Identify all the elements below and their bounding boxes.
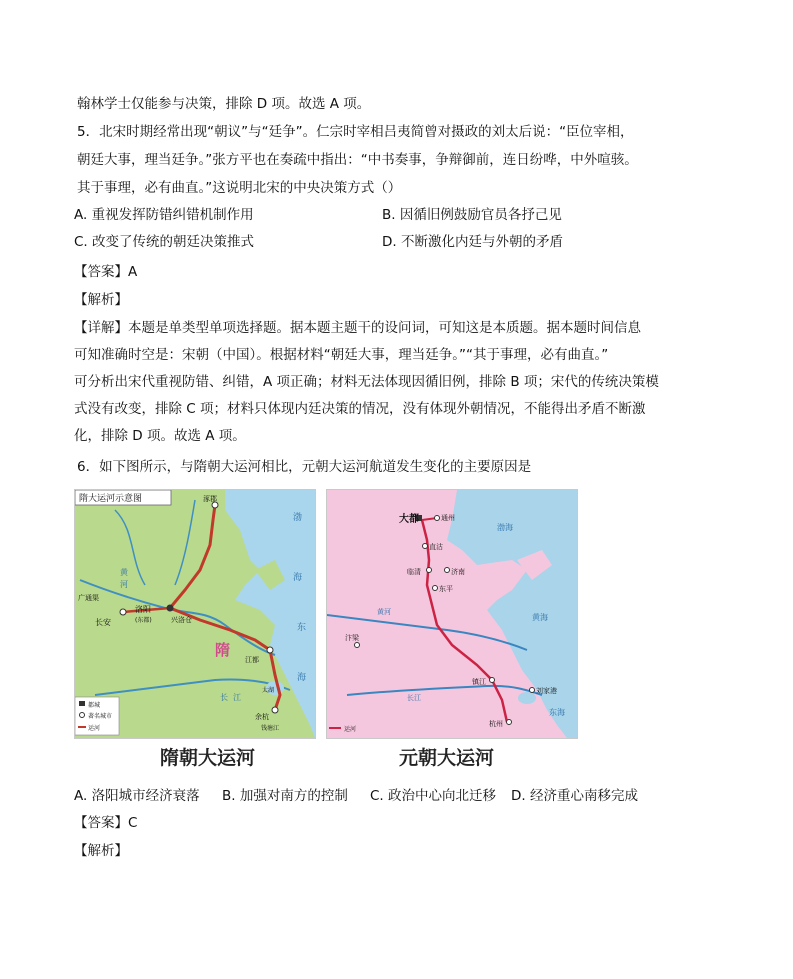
label-donghai: 东海 xyxy=(549,708,565,717)
sui-canal-map xyxy=(74,489,316,739)
label-hai-2: 海 xyxy=(297,673,307,683)
q5-detail-line: 【详解】本题是单类型单项选择题。据本题主题干的设问词，可知这是本质题。据本题时间信息 xyxy=(74,320,641,336)
q5-option-b: B. 因循旧例鼓励官员各抒己见 xyxy=(382,207,562,223)
text-line: 翰林学士仅能参与决策，排除 D 项。故选 A 项。 xyxy=(77,96,371,112)
label-changan: 长安 xyxy=(95,618,111,627)
label-xingluo: 兴洛仓 xyxy=(171,616,192,624)
legend-capital: 都城 xyxy=(88,702,101,709)
question-5-stem: 5．北宋时期经常出现“朝议”与“廷争”。仁宗时宰相吕夷简曾对摄政的刘太后说：“臣位宰相， xyxy=(77,124,634,140)
label-dong: 东 xyxy=(297,623,307,633)
question-5-stem-cont: 朝廷大事，理当廷争。”张方平也在奏疏中指出：“中书奏事，争辩御前，连日纷哗，中外喧骇。 xyxy=(77,152,638,168)
q5-detail-line: 可分析出宋代重视防错、纠错，A 项正确；材料无法体现因循旧例，排除 B 项；宋代的传统决策模 xyxy=(74,374,659,390)
label-yuhang: 余杭 xyxy=(255,713,269,721)
label-taihu: 太湖 xyxy=(262,687,275,694)
q6-answer: 【答案】C xyxy=(74,815,138,831)
label-huang: 黄 xyxy=(120,568,128,577)
q5-answer: 【答案】A xyxy=(74,264,138,280)
label-hangzhou: 杭州 xyxy=(489,720,503,728)
label-dongping: 东平 xyxy=(439,585,453,593)
legend-city: 著名城市 xyxy=(88,713,113,720)
yuan-map-caption: 元朝大运河 xyxy=(399,747,495,769)
map-title: 隋大运河示意图 xyxy=(79,494,143,504)
label-dadu: 大都 xyxy=(399,514,419,525)
legend-canal: 运河 xyxy=(344,726,357,733)
q6-option-c: C. 政治中心向北迁移 xyxy=(370,788,497,804)
label-jinan: 济南 xyxy=(451,568,465,576)
label-jiangdu: 江都 xyxy=(245,656,259,664)
label-sui: 隋 xyxy=(215,641,231,659)
q5-detail-line: 可知准确时空是：宋朝（中国）。根据材料“朝廷大事，理当廷争。”“其于事理，必有曲直。” xyxy=(74,347,609,363)
label-changjiang: 长 xyxy=(220,693,228,702)
label-linqing: 临清 xyxy=(407,568,421,576)
label-hai: 海 xyxy=(293,573,303,583)
q6-option-d: D. 经济重心南移完成 xyxy=(511,788,638,804)
q5-detail-line: 化，排除 D 项。故选 A 项。 xyxy=(74,428,246,444)
label-dongdu: (东都) xyxy=(135,617,152,624)
legend-canal: 运河 xyxy=(88,725,101,732)
label-bo: 渤 xyxy=(293,513,303,523)
label-bohai: 渤海 xyxy=(497,523,513,532)
sui-legend xyxy=(75,697,119,735)
label-he: 河 xyxy=(120,580,128,589)
q5-option-c: C. 改变了传统的朝廷决策推式 xyxy=(74,234,255,250)
q6-option-b: B. 加强对南方的控制 xyxy=(222,788,348,804)
label-qiantang: 钱塘江 xyxy=(261,725,280,732)
label-tongzhou: 通州 xyxy=(441,514,455,522)
label-luoyang: 洛阳 xyxy=(135,605,151,614)
question-6-stem: 6．如下图所示，与隋朝大运河相比，元朝大运河航道发生变化的主要原因是 xyxy=(77,459,532,475)
label-changjiang: 长江 xyxy=(407,694,421,702)
label-zhuojun: 涿郡 xyxy=(203,495,217,503)
label-guangtong: 广通渠 xyxy=(78,594,99,602)
label-liujiagang: 刘家港 xyxy=(536,687,557,695)
q5-option-d: D. 不断激化内廷与外朝的矛盾 xyxy=(382,234,563,250)
sui-map-caption: 隋朝大运河 xyxy=(160,747,256,769)
question-5-stem-cont: 其于事理，必有曲直。”这说明北宋的中央决策方式（） xyxy=(77,180,402,196)
label-zhenjiang: 镇江 xyxy=(472,678,486,686)
q6-option-a: A. 洛阳城市经济衰落 xyxy=(74,788,200,804)
q5-option-a: A. 重视发挥防错纠错机制作用 xyxy=(74,207,254,223)
q5-analysis-label: 【解析】 xyxy=(74,292,128,308)
label-huanghai: 黄海 xyxy=(532,613,548,622)
label-bianliang: 汴梁 xyxy=(345,634,359,642)
label-zhigu: 直沽 xyxy=(429,543,443,551)
q6-analysis-label: 【解析】 xyxy=(74,843,128,859)
q5-detail-line: 式没有改变，排除 C 项；材料只体现内廷决策的情况，没有体现外朝情况，不能得出矛盾不断激 xyxy=(74,401,646,417)
label-huanghe: 黄河 xyxy=(377,608,391,616)
label-jiang: 江 xyxy=(233,693,241,702)
yuan-canal-map xyxy=(326,489,578,739)
